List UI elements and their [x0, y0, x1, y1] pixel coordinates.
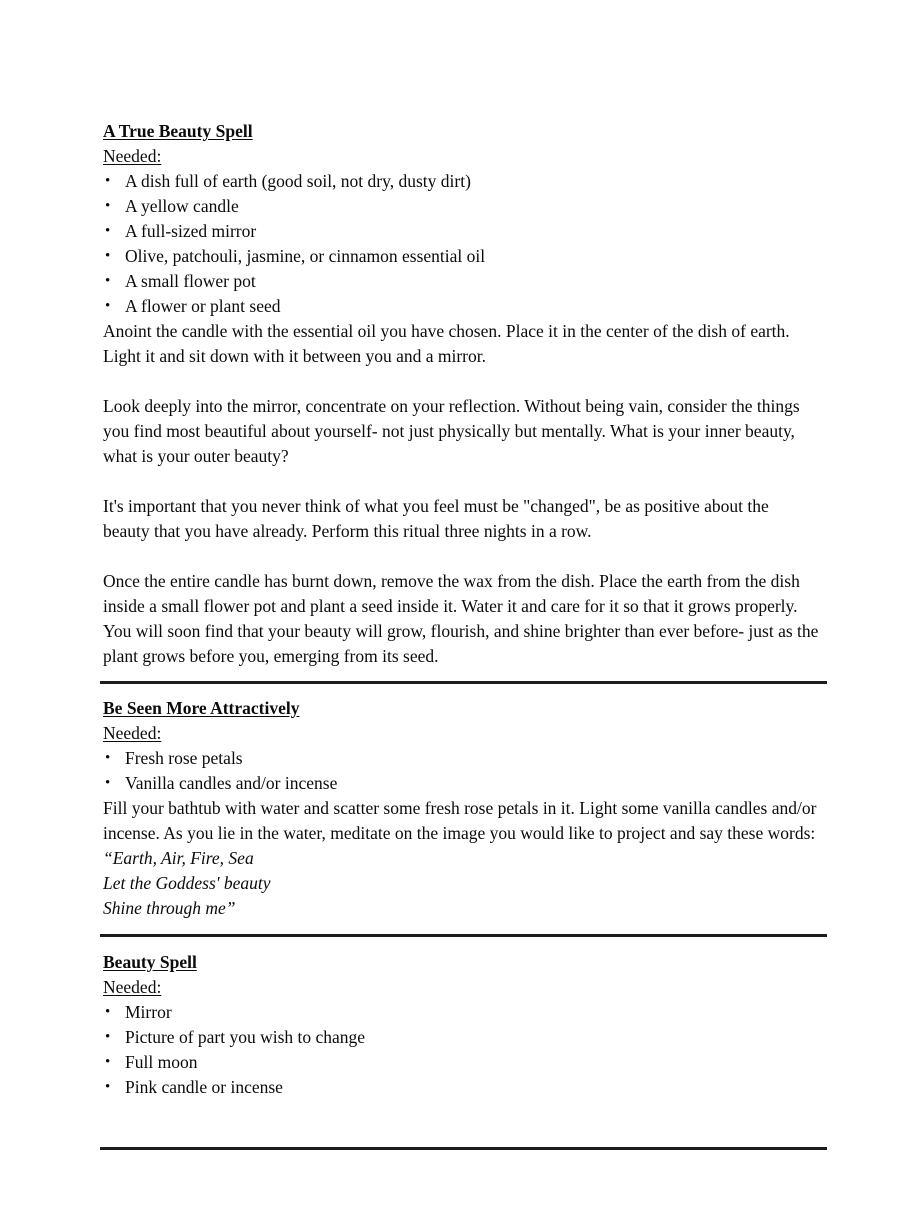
- needed-label: Needed:: [103, 977, 162, 997]
- spell-section-true-beauty: [103, 119, 819, 669]
- needed-list: [103, 1000, 819, 1100]
- list-item: • Vanilla candles and/or incense: [103, 771, 819, 796]
- chant-line: Shine through me”: [103, 898, 236, 918]
- needed-list: [103, 169, 819, 319]
- list-item: • Picture of part you wish to change: [103, 1025, 819, 1050]
- document-content: [103, 119, 819, 1150]
- list-item: • Pink candle or incense: [103, 1075, 819, 1100]
- list-item: • Olive, patchouli, jasmine, or cinnamon essential oil: [103, 244, 819, 269]
- spell-section-seen-attractively: [103, 696, 819, 921]
- needed-label: Needed:: [103, 146, 162, 166]
- list-item: • Full moon: [103, 1050, 819, 1075]
- section-divider: [100, 1147, 827, 1150]
- paragraph: Look deeply into the mirror, concentrate on your reflection. Without being vain, consider the things you find most beautiful about yourself- not just physically but mentally. What is your inner beauty, what is your outer beauty?: [103, 396, 800, 466]
- list-item: • A full-sized mirror: [103, 219, 819, 244]
- section-title: Be Seen More Attractively: [103, 698, 300, 718]
- paragraph: Anoint the candle with the essential oil you have chosen. Place it in the center of the dish of earth. Light it and sit down with it between you and a mirror.: [103, 321, 790, 366]
- paragraph: Fill your bathtub with water and scatter some fresh rose petals in it. Light some vanilla candles and/or incense. As you lie in the water, meditate on the image you would like to project and say these words:: [103, 798, 817, 843]
- list-item: • A yellow candle: [103, 194, 819, 219]
- needed-label: Needed:: [103, 723, 162, 743]
- list-item: • A flower or plant seed: [103, 294, 819, 319]
- spell-section-beauty-spell: [103, 950, 819, 1100]
- list-item: • A small flower pot: [103, 269, 819, 294]
- chant-line: “Earth, Air, Fire, Sea: [103, 848, 254, 868]
- section-divider: [100, 681, 827, 684]
- chant-line: Let the Goddess' beauty: [103, 873, 271, 893]
- paragraph: Once the entire candle has burnt down, remove the wax from the dish. Place the earth from the dish inside a small flower pot and plant a seed inside it. Water it and care for it so that it grows properly. You will soon find that your beauty will grow, flourish, and shine brighter than ever before- just as the plant grows before you, emerging from its seed.: [103, 571, 819, 666]
- chant-block: [103, 846, 819, 921]
- list-item: • Mirror: [103, 1000, 819, 1025]
- section-divider: [100, 934, 827, 937]
- paragraph: It's important that you never think of what you feel must be "changed", be as positive about the beauty that you have already. Perform this ritual three nights in a row.: [103, 496, 769, 541]
- list-item: • Fresh rose petals: [103, 746, 819, 771]
- section-title: Beauty Spell: [103, 952, 197, 972]
- needed-list: [103, 746, 819, 796]
- list-item: • A dish full of earth (good soil, not dry, dusty dirt): [103, 169, 819, 194]
- section-title: A True Beauty Spell: [103, 121, 253, 141]
